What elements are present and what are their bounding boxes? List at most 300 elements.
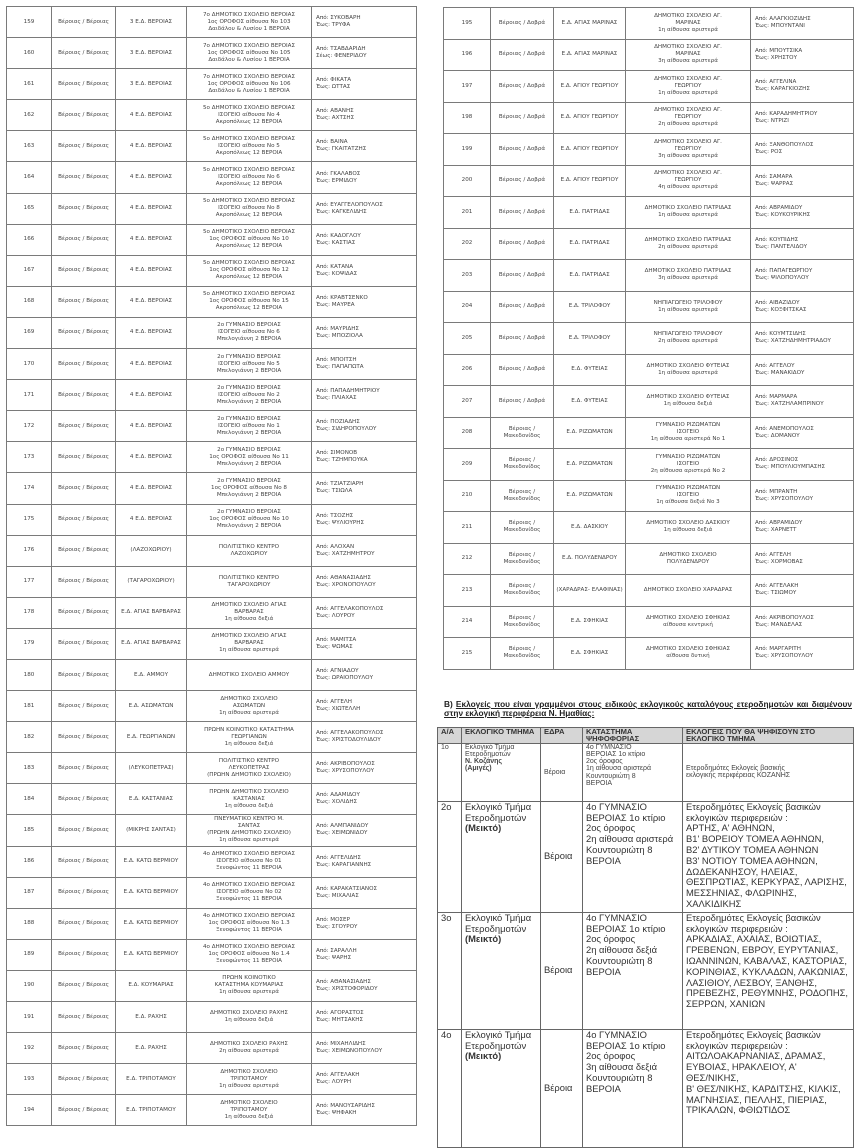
section-voters-line: εκλογικής περιφέρειας ΚΟΖΑΝΗΣ [686,772,791,780]
polling-station [626,575,751,607]
electoral-unit: Ε.Δ. ΡΙΖΩΜΑΤΩΝ [554,449,626,481]
range-to: Έως: ΜΙΧΑΛΙΑΣ [316,892,359,899]
municipality: Βέροιας / Βέροιας [52,442,116,473]
municipality: Βέροιας / Βέροιας [52,566,116,597]
municipality: Βέροιας / Μακεδονίδος [491,417,554,449]
range-from: Από: ΕΥΑΓΓΕΛΟΠΟΥΛΟΣ [316,201,383,208]
polling-station-line: 1ος ΟΡΟΦΟΣ αίθουσα Νο 1.3 [208,920,290,927]
section-voters-line: Ετεροδημότες Εκλογείς βασικών [686,1029,821,1040]
electoral-unit: Ε.Δ. ΑΓΙΑΣ ΜΑΡΙΝΑΣ [554,39,626,71]
electoral-unit: Ε.Δ. ΑΓΙΟΥ ΓΕΩΡΓΙΟΥ [554,165,626,197]
electoral-unit: Ε.Δ. ΦΥΤΕΙΑΣ [554,386,626,418]
range-from: Από: ΣΥΚΟΒΑΡΗ [316,15,361,22]
row-number: 170 [7,349,52,380]
voter-range [312,939,417,970]
municipality: Βέροιας / Μακεδονίδος [491,543,554,575]
polling-station-line: 5ο ΔΗΜΟΤΙΚΟ ΣΧΟΛΕΙΟ ΒΕΡΟΙΑΣ [202,229,296,236]
section-name [462,743,541,801]
section-b-prefix: Β) [444,699,453,709]
municipality: Βέροιας / Μακεδονίδος [491,449,554,481]
polling-station [626,102,751,134]
polling-station [626,543,751,575]
polling-station-line: 1η αίθουσα δεξιά Νο 3 [656,499,720,506]
polling-station-line: ΤΑΓΑΡΟΧΩΡΙΟΥ [227,581,271,588]
section-store-line: ΒΕΡΟΙΑ [586,1082,621,1094]
section-voters-line: ΕΥΒΟΙΑΣ, ΗΡΑΚΛΕΙΟΥ, Α' [686,1061,797,1073]
table-row [444,417,854,449]
polling-station-line: ΙΣΟΓΕΙΟ αίθουσα Νο 4 [218,111,280,118]
row-number: 213 [444,575,491,607]
section-voters-line: εκλογικών περιφερειών : [686,1039,788,1051]
polling-station-line: 1η αίθουσα αριστερά [658,26,718,33]
polling-station-line: ΙΣΟΓΕΙΟ [676,429,700,436]
voter-range [312,1064,417,1095]
polling-station-line: 2η αίθουσα αριστερά Νο 2 [650,467,726,474]
voter-range [312,69,417,100]
range-from: Από: ΣΑΡΑΛΛΗ [316,947,357,954]
electoral-unit: Ε.Δ. ΠΑΤΡΙΔΑΣ [554,228,626,260]
municipality: Βέροιας / Βέροιας [52,753,116,784]
polling-station [187,846,312,877]
polling-station [187,504,312,535]
range-to: Έως: ΜΗΤΣΑΚΗΣ [316,1017,364,1024]
range-to: Έως: ΚΑΓΚΕΛΙΔΗΣ [316,208,367,215]
table-row [444,291,854,323]
municipality: Βέροιας / Βέροιας [52,877,116,908]
voter-range [751,102,854,134]
polling-station-line: Μπελογιάννη 2 ΒΕΡΟΙΑ [216,523,282,530]
municipality: Βέροιας / Βέροιας [52,908,116,939]
electoral-unit: Ε.Δ. ΡΑΧΗΣ [116,1002,187,1033]
polling-station-line: ΓΕΩΡΓΙΟΥ [674,114,702,121]
row-number: 188 [7,908,52,939]
section-type: (Μεικτό) [465,1050,502,1062]
table-row [444,165,854,197]
table-row [7,1064,417,1095]
row-number: 199 [444,134,491,166]
polling-station-line: 4ο ΔΗΜΟΤΙΚΟ ΣΧΟΛΕΙΟ ΒΕΡΟΙΑΣ [202,882,296,889]
range-to: Έως: ΧΙΩΤΕΛΛΗ [316,706,361,713]
section-voters [683,801,854,912]
polling-station-line: αίθουσα κεντρική [663,621,713,628]
polling-station-line: ΙΣΟΓΕΙΟ αίθουσα Νο 02 [216,889,282,896]
section-type: (Μεικτό) [465,822,502,834]
range-to: Έως: ΤΣΙΩΜΟΥ [755,590,797,597]
section-voters-line: ΧΑΛΚΙΔΙΚΗΣ [686,897,742,909]
polling-station-line: Δαιδάλου & Λυσίου 1 ΒΕΡΟΙΑ [208,56,290,63]
row-number: 175 [7,504,52,535]
table-row [7,100,417,131]
electoral-unit: Ε.Δ. ΣΦΗΚΙΑΣ [554,606,626,638]
section-voters-line: ΑΙΤΩΛΟΑΚΑΡΝΑΝΙΑΣ, ΔΡΑΜΑΣ, [686,1050,826,1062]
section-store [583,1029,683,1147]
voter-range [751,228,854,260]
voter-range [751,260,854,292]
polling-station-line: 1η αίθουσα αριστερά [219,1082,279,1089]
polling-station-line: Μπελογιάννη 2 ΒΕΡΟΙΑ [216,336,282,343]
section-voters-line: ΘΕΣΠΡΩΤΙΑΣ, ΚΕΡΚΥΡΑΣ, ΛΑΡΙΣΗΣ, [686,876,847,888]
polling-station-line: ΜΑΡΙΝΑΣ [675,51,701,58]
section-store-line: Κουντουριώτη 8 [586,772,636,780]
polling-station-line: ΠΟΛΙΤΙΣΤΙΚΟ ΚΕΝΤΡΟ [218,543,280,550]
municipality: Βέροιας / Δοβρά [491,386,554,418]
polling-station [187,349,312,380]
row-number: 167 [7,255,52,286]
row-number: 192 [7,1033,52,1064]
section-voters-line: ΤΡΙΚΑΛΩΝ, ΦΘΙΩΤΙΔΟΣ [686,1104,791,1116]
range-from: Από: ΑΘΑΝΑΣΙΑΔΗΣ [316,978,371,985]
row-number: 193 [7,1064,52,1095]
range-to: Έως: ΧΟΡΜΟΒΑΣ [755,558,803,565]
section-row [438,1029,854,1147]
voter-range [751,480,854,512]
polling-station-line: 4η αίθουσα αριστερά [658,184,718,191]
section-name-line: Ετεροδημοτών [465,1039,527,1051]
polling-station-line: 2ο ΓΥΜΝΑΣΙΟ ΒΕΡΟΙΑΣ [217,384,281,391]
range-to: Έως: ΧΡΟΝΟΠΟΥΛΟΥ [316,581,376,588]
section-name-line: Εκλογικό Τμήμα [465,801,532,812]
municipality: Βέροιας / Βέροιας [52,504,116,535]
row-number: 161 [7,69,52,100]
range-to: Έως: ΕΡΜΙΔΟΥ [316,177,357,184]
table-row [444,543,854,575]
municipality: Βέροιας / Βέροιας [52,846,116,877]
municipality: Βέροιας / Βέροιας [52,784,116,815]
polling-station-line: 3η αίθουσα αριστερά [658,275,718,282]
polling-station-line: ΛΑΖΟΧΩΡΙΟΥ [230,550,268,557]
section-store-line: ΒΕΡΟΙΑΣ 1ο κτίριο [586,811,666,823]
section-row [438,912,854,1029]
row-number: 173 [7,442,52,473]
polling-station-line: 1η αίθουσα αριστερά [658,212,718,219]
electoral-unit: 4 Ε.Δ. ΒΕΡΟΙΑΣ [116,193,187,224]
header-voters: ΕΚΛΟΓΕΙΣ ΠΟΥ ΘΑ ΨΗΦΙΣΟΥΝ ΣΤΟ ΕΚΛΟΓΙΚΟ ΤΜΗΜΑ [683,728,854,744]
polling-station-line: 1ος ΟΡΟΦΟΣ αίθουσα Νο 106 [207,80,291,87]
polling-station [626,291,751,323]
polling-station-line: αίθουσα δυτική [666,653,710,660]
range-to: Έως: ΣΙΔΗΡΟΠΟΥΛΟΥ [316,426,377,433]
section-voters-line: Ετεροδημότες Εκλογείς βασικών [686,801,821,812]
voter-range [312,38,417,69]
polling-station-line: ΔΗΜΟΤΙΚΟ ΣΧΟΛΕΙΟ ΡΑΧΗΣ [210,1041,288,1048]
section-store-line: Κουντουριώτη 8 [586,955,653,966]
electoral-unit: Ε.Δ. ΑΓΙΑΣ ΒΑΡΒΑΡΑΣ [116,628,187,659]
voter-range [751,386,854,418]
range-to: Έως: ΚΑΡΑΓΙΑΝΝΗΣ [316,861,372,868]
polling-station-line: ΙΣΟΓΕΙΟ [676,460,700,467]
municipality: Βέροιας / Βέροιας [52,69,116,100]
polling-station-line: ΔΗΜΟΤΙΚΟ ΣΧΟΛΕΙΟ ΑΓΙΑΣ [211,633,287,640]
section-store-line: ΒΕΡΟΙΑ [586,854,621,866]
section-store-line: 4ο ΓΥΜΝΑΣΙΟ [586,743,632,751]
section-name-line: Εκλογικό Τμήμα [465,912,532,923]
polling-station-line: 5ο ΔΗΜΟΤΙΚΟ ΣΧΟΛΕΙΟ ΒΕΡΟΙΑΣ [202,135,296,142]
section-store-line: Κουντουριώτη 8 [586,844,653,855]
range-from: Από: ΑΓΓΕΛΟΥ [755,362,795,369]
range-to: Έως: ΩΡΑΙΟΠΟΥΛΟΥ [316,675,374,682]
polling-station [626,165,751,197]
polling-station [626,638,751,670]
polling-station [187,193,312,224]
municipality: Βέροιας / Μακεδονίδος [491,606,554,638]
municipality: Βέροιας / Βέροιας [52,1064,116,1095]
polling-station [187,970,312,1001]
polling-station-line: ΚΑΣΤΑΝΙΑΣ [233,795,265,802]
voter-range [751,543,854,575]
section-voters-line: ΠΡΕΒΕΖΗΣ, ΡΕΘΥΜΝΗΣ, ΡΟΔΟΠΗΣ, [686,987,849,999]
range-from: Από: ΚΟΥΜΤΣΙΔΗΣ [755,331,806,338]
row-number: 186 [7,846,52,877]
section-store-line: 2η αίθουσα δεξιά [586,944,657,956]
municipality: Βέροιας / Βέροιας [52,1033,116,1064]
polling-station-line: ΙΣΟΓΕΙΟ αίθουσα Νο 6 [218,329,280,336]
municipality: Βέροιας / Δοβρά [491,291,554,323]
range-from: Από: ΑΘΑΝΑΣΙΑΔΗΣ [316,574,371,581]
polling-station [187,877,312,908]
voter-range [312,691,417,722]
polling-station [187,1033,312,1064]
section-store-line: 2ος όροφος [586,1050,636,1062]
electoral-unit: 3 Ε.Δ. ΒΕΡΟΙΑΣ [116,38,187,69]
table-row [444,197,854,229]
electoral-unit: 4 Ε.Δ. ΒΕΡΟΙΑΣ [116,473,187,504]
range-to: Έως: ΧΡΙΣΤΟΦΟΡΙΔΟΥ [316,985,378,992]
range-to: Έως: ΤΡΥΦΑ [316,22,351,29]
polling-station-line: ΔΗΜΟΤΙΚΟ ΣΧΟΛΕΙΟ ΣΦΗΚΙΑΣ [646,646,730,653]
polling-station [187,784,312,815]
range-from: Από: ΠΟΖΙΑΔΗΣ [316,419,360,426]
table-row [7,162,417,193]
electoral-unit: Ε.Δ. ΚΑΤΩ ΒΕΡΜΙΟΥ [116,939,187,970]
municipality: Βέροιας / Βέροιας [52,131,116,162]
polling-station [187,597,312,628]
voter-range [312,255,417,286]
table-row [7,255,417,286]
table-row [7,597,417,628]
section-voters-line: εκλογικών περιφερειών : [686,922,788,934]
polling-station-line: ΙΣΟΓΕΙΟ αίθουσα Νο 8 [218,205,280,212]
table-row [444,638,854,670]
row-number: 201 [444,197,491,229]
polling-station [187,224,312,255]
polling-station [187,753,312,784]
table-row [444,228,854,260]
section-name-line: Ετεροδημοτών [465,751,511,759]
table-row [7,38,417,69]
municipality: Βέροιας / Βέροιας [52,815,116,846]
polling-station-line: 2η αίθουσα αριστερά [658,338,718,345]
range-from: Από: ΓΚΑΛΑΒΟΣ [316,170,361,177]
polling-station-line: 1ος ΟΡΟΦΟΣ αίθουσα Νο 10 [209,516,289,523]
polling-station-line: Ακροπόλεως 12 ΒΕΡΟΙΑ [215,305,283,312]
row-number: 179 [7,628,52,659]
polling-station-line: ΔΗΜΟΤΙΚΟ ΣΧΟΛΕΙΟ ΧΑΡΑΔΡΑΣ [643,586,733,593]
polling-station-line: ΝΗΠΙΑΓΩΓΕΙΟ ΤΡΙΛΟΦΟΥ [653,299,723,306]
row-number: 174 [7,473,52,504]
voter-range [312,317,417,348]
voter-range [312,628,417,659]
section-name-line: Ετεροδημοτών [465,922,527,934]
polling-station-line: 7ο ΔΗΜΟΤΙΚΟ ΣΧΟΛΕΙΟ ΒΕΡΟΙΑΣ [202,42,296,49]
electoral-unit: Ε.Δ. ΣΦΗΚΙΑΣ [554,638,626,670]
voter-range [312,162,417,193]
table-row [444,8,854,40]
municipality: Βέροιας / Δοβρά [491,134,554,166]
section-name [462,801,541,912]
polling-station-line: 1η αίθουσα δεξιά [224,802,274,809]
range-from: Από: ΔΡΟΣΙΝΟΣ [755,457,799,464]
electoral-unit: Ε.Δ. ΚΑΣΤΑΝΙΑΣ [116,784,187,815]
voter-range [312,908,417,939]
electoral-unit: Ε.Δ. ΚΟΥΜΑΡΙΑΣ [116,970,187,1001]
section-voters [683,743,854,801]
polling-station [187,908,312,939]
row-number: 159 [7,7,52,38]
section-store [583,801,683,912]
polling-station-line: ΠΡΩΗΝ ΚΟΙΝΟΤΙΚΟ ΚΑΤΑΣΤΗΜΑ [204,726,294,733]
row-number: 212 [444,543,491,575]
polling-station-line: ΜΑΡΙΝΑΣ [675,19,701,26]
table-row [7,908,417,939]
polling-station-line: ΤΡΙΠΟΤΑΜΟΥ [230,1106,268,1113]
row-number: 166 [7,224,52,255]
section-store [583,743,683,801]
table-row [7,7,417,38]
electoral-unit: (ΧΑΡΑΔΡΑΣ- ΕΛΑΦΙΝΑΣ) [554,575,626,607]
row-number: 198 [444,102,491,134]
range-to: Έως: ΧΑΡΝΕΤΤ [755,527,797,534]
polling-station-line: 1ος ΟΡΟΦΟΣ αίθουσα Νο 105 [207,49,291,56]
section-type: (Μεικτό) [465,933,502,945]
section-store-line: ΒΕΡΟΙΑΣ 1ο κτίριο [586,1039,666,1051]
row-number: 214 [444,606,491,638]
row-number: 208 [444,417,491,449]
electoral-unit: Ε.Δ. ΤΡΙΛΟΦΟΥ [554,291,626,323]
voter-range [312,473,417,504]
range-from: Από: ΑΓΓΕΛΑΚΟΠΟΥΛΟΣ [316,730,384,737]
voter-range [312,349,417,380]
range-to: Έως: ΧΡΙΣΤΟΔΟΥΛΙΔΟΥ [316,737,381,744]
table-row [444,102,854,134]
table-row [7,349,417,380]
municipality: Βέροιας / Βέροιας [52,1002,116,1033]
polling-station-line: 1η αίθουσα δεξιά [663,401,713,408]
table-row [7,69,417,100]
table-row [444,575,854,607]
table-row [7,970,417,1001]
electoral-unit: 4 Ε.Δ. ΒΕΡΟΙΑΣ [116,349,187,380]
municipality: Βέροιας / Βέροιας [52,970,116,1001]
section-store-line: 1η αίθουσα αριστερά [586,765,652,773]
range-to: Έως: ΝΤΡΙΖΙ [755,117,789,124]
range-from: Από: ΤΖΙΑΤΖΙΑΡΗ [316,481,364,488]
electoral-unit: Ε.Δ. ΠΑΤΡΙΔΑΣ [554,197,626,229]
table-row [444,354,854,386]
electoral-unit: Ε.Δ. ΡΑΧΗΣ [116,1033,187,1064]
range-to: Έως: ΚΟΨΙΔΑΣ [316,270,358,277]
range-to: Έως: ΜΠΟΥΝΤΑΝΙ [755,23,805,30]
range-from: Από: ΚΟΥΠΙΔΗΣ [755,236,799,243]
range-to: Έως: ΩΤΤΑΣ [316,84,351,91]
table-row [7,131,417,162]
range-to: Έως: ΑΧΤΣΗΣ [316,115,355,122]
polling-station-line: ΔΗΜΟΤΙΚΟ ΣΧΟΛΕΙΟ ΑΓ. [654,138,722,145]
section-number: 4ο [438,1029,462,1147]
range-to: Έως: ΤΖΗΜΠΟΥΚΑ [316,457,368,464]
municipality: Βέροιας / Δοβρά [491,260,554,292]
municipality: Βέροιας / Βέροιας [52,317,116,348]
voter-range [312,1033,417,1064]
range-from: Από: ΜΟΣΕΡ [316,916,350,923]
table-row [7,473,417,504]
row-number: 171 [7,380,52,411]
voter-range [751,512,854,544]
electoral-unit: Ε.Δ. ΔΑΣΚΙΟΥ [554,512,626,544]
range-to: Έως: ΧΡΗΣΤΟΥ [755,54,797,61]
polling-station-line: ΙΣΟΓΕΙΟ αίθουσα Νο 6 [218,174,280,181]
range-from: Από: ΑΒΡΑΜΙΔΟΥ [755,520,803,527]
section-store-line: ΒΕΡΟΙΑ [586,779,613,787]
polling-station-line: Ακροπόλεως 12 ΒΕΡΟΙΑ [215,181,283,188]
polling-station-line: 3η αίθουσα αριστερά [658,58,718,65]
municipality: Βέροιας / Μακεδονίδος [491,575,554,607]
polling-station-line: ΓΕΩΡΓΙΑΝΩΝ [231,733,267,740]
row-number: 194 [7,1095,52,1126]
range-to: Έως: ΔΟΜΑΝΟΥ [755,432,800,439]
table-row [444,39,854,71]
polling-station-line: ΙΣΟΓΕΙΟ αίθουσα Νο 5 [218,142,280,149]
polling-station-line: ΙΣΟΓΕΙΟ αίθουσα Νο 2 [218,391,280,398]
electoral-unit: Ε.Δ. ΦΥΤΕΙΑΣ [554,354,626,386]
voter-range [312,193,417,224]
section-voters-line: Ετεροδημότες Εκλογείς βασικών [686,912,821,923]
section-voters-line: ΙΩΑΝΝΙΝΩΝ, ΚΑΒΑΛΑΣ, ΚΑΣΤΟΡΙΑΣ, [686,955,847,966]
municipality: Βέροιας / Βέροιας [52,38,116,69]
range-to: Έως: ΧΡΥΣΟΠΟΥΛΟΥ [755,495,814,502]
municipality: Βέροιας / Βέροιας [52,255,116,286]
polling-station-line: 1ος ΟΡΟΦΟΣ αίθουσα Νο 15 [209,298,289,305]
polling-station-line: ΔΗΜΟΤΙΚΟ ΣΧΟΛΕΙΟ ΦΥΤΕΙΑΣ [646,394,730,401]
polling-station [187,286,312,317]
range-from: Από: ΑΒΡΑΜΙΔΟΥ [755,205,803,212]
polling-station [626,323,751,355]
row-number: 196 [444,39,491,71]
polling-station [187,317,312,348]
header-seat: ΕΔΡΑ [541,728,583,744]
range-to: Έως: ΚΑΣΤΙΑΣ [316,239,356,246]
section-seat: Βέροια [541,743,583,801]
polling-stations-table-left [6,6,417,1126]
polling-station-line: 1η αίθουσα αριστερά [219,709,279,716]
voter-range [312,535,417,566]
municipality: Βέροιας / Δοβρά [491,354,554,386]
polling-station-line: 1η αίθουσα αριστερά [219,647,279,654]
voter-range [312,846,417,877]
electoral-unit: (ΛΕΥΚΟΠΕΤΡΑΣ) [116,753,187,784]
municipality: Βέροιας / Δοβρά [491,71,554,103]
polling-station [187,255,312,286]
section-name [462,1029,541,1147]
table-row [7,1095,417,1126]
polling-station-line: 1η αίθουσα δεξιά [224,616,274,623]
range-to: Έως: ΧΕΙΜΩΝΙΔΟΥ [316,830,368,837]
polling-station-line: Ξενοφώντος 11 ΒΕΡΟΙΑ [216,896,282,903]
electoral-unit: Ε.Δ. ΚΑΤΩ ΒΕΡΜΙΟΥ [116,908,187,939]
voter-range [312,1095,417,1126]
section-voters [683,912,854,1029]
municipality: Βέροιας / Βέροιας [52,1095,116,1126]
section-number: 1ο [438,743,462,801]
